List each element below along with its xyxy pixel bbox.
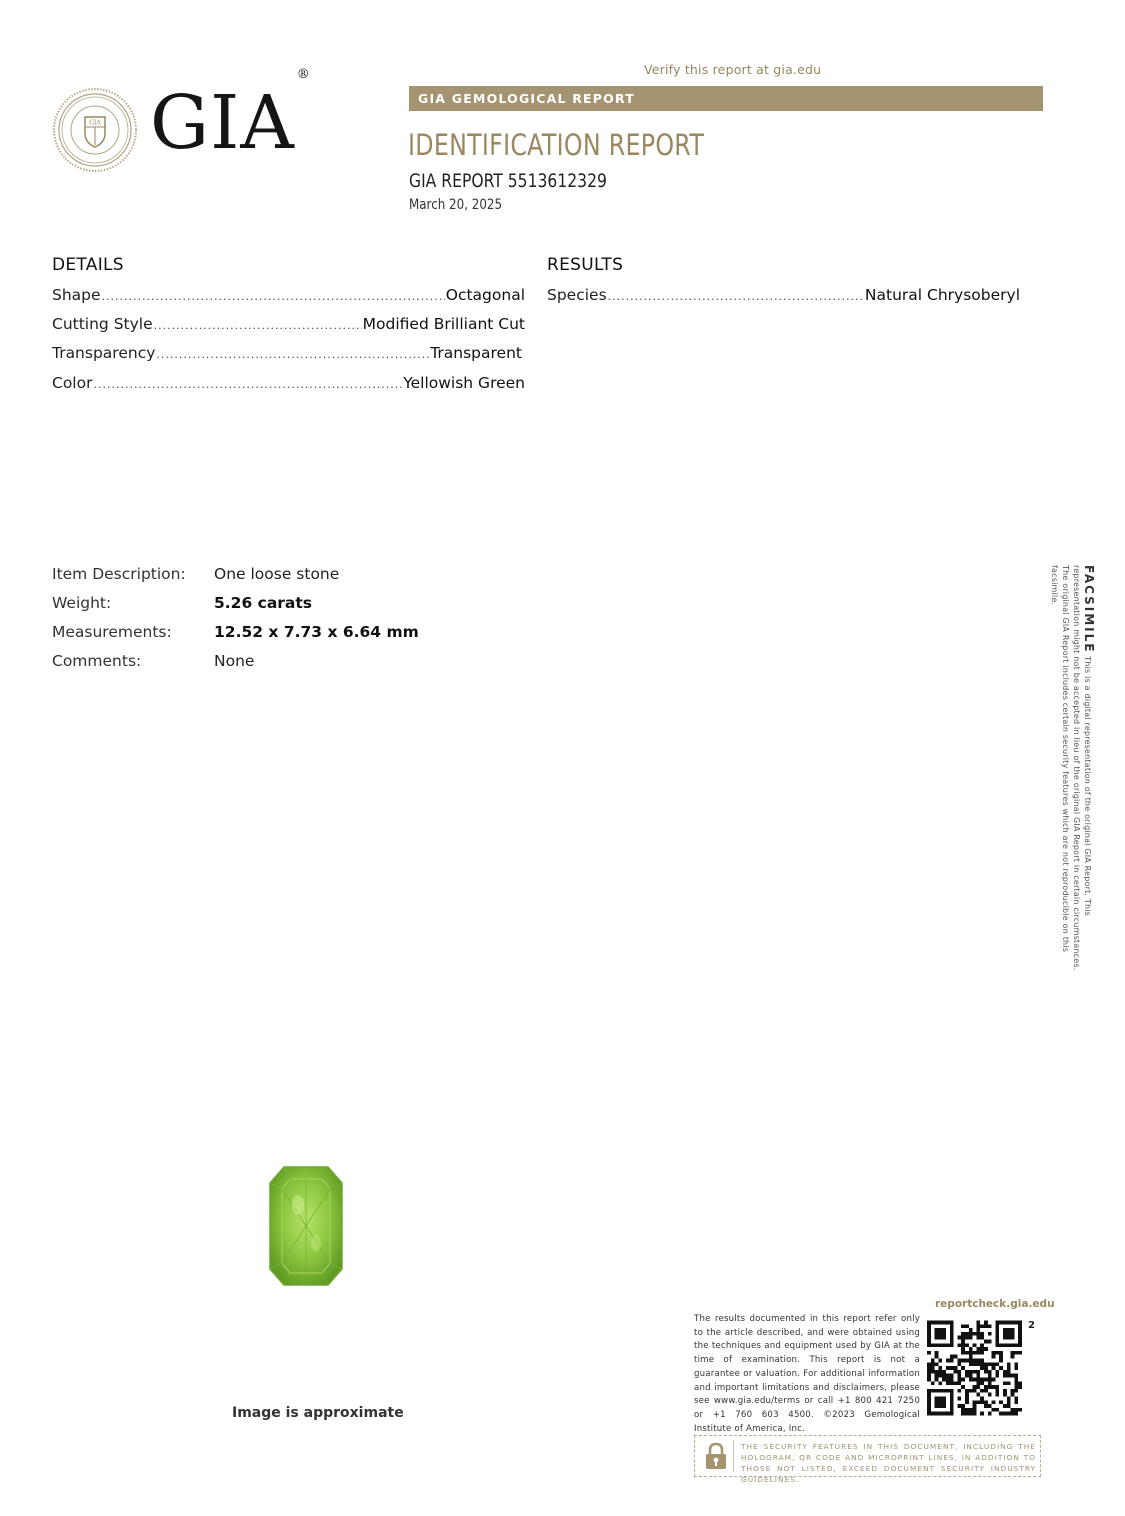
gia-seal-logo	[52, 87, 138, 173]
disclaimer-text: The results documented in this report refer only to the article described, and were obtained using the techniques and equipment used by GIA at the time of examination. This report is not a guarantee or valuation. For additional information and important limitations and disclaimers, please see www.gia.edu/terms or call +1 800 421 7250 or +1 760 603 4500. ©2023 Gemological Institute of America, Inc.	[694, 1314, 920, 1434]
qr-code[interactable]	[927, 1318, 1022, 1418]
security-notice	[694, 1435, 1041, 1484]
report-type-label: GIA GEMOLOGICAL REPORT	[418, 91, 635, 106]
document-title: IDENTIFICATION REPORT	[408, 128, 705, 162]
details-row-color	[52, 374, 525, 392]
row-value: Natural Chrysoberyl	[864, 286, 1020, 304]
row-label: Species	[547, 286, 607, 304]
security-divider	[733, 1440, 734, 1472]
row-label: Color	[52, 374, 93, 392]
facsimile-heading: FACSIMILE	[1082, 565, 1096, 654]
details-row-transparency	[52, 344, 522, 362]
details-heading: DETAILS	[52, 255, 124, 275]
verify-link[interactable]: Verify this report at gia.edu	[644, 62, 822, 77]
reportcheck-link[interactable]: reportcheck.gia.edu	[935, 1298, 1055, 1310]
page-number: 2	[1028, 1320, 1035, 1331]
row-value: Yellowish Green	[403, 374, 525, 392]
results-row-species	[547, 286, 1020, 304]
row-label: Shape	[52, 286, 101, 304]
report-number: GIA REPORT 5513612329	[409, 170, 607, 192]
gia-wordmark: GIA®	[150, 67, 311, 166]
row-value: Transparent	[430, 344, 522, 362]
measurements-value: 12.52 x 7.73 x 6.64 mm	[214, 623, 419, 641]
row-label: Cutting Style	[52, 315, 153, 333]
facsimile-text: This is a digital representation of the original GIA Report. This representation might not be accepted in lieu of the original GIA Report in certain circumstances. The original GIA Report includes certain security features which are not reproducible on this facsimile.	[1050, 565, 1092, 971]
report-date: March 20, 2025	[409, 197, 503, 213]
gemstone-image	[268, 1165, 344, 1287]
row-label: Transparency	[52, 344, 156, 362]
report-type-bar	[409, 86, 1043, 111]
details-row-cutting-style	[52, 315, 525, 333]
lock-icon	[703, 1442, 729, 1470]
item-description-value: One loose stone	[214, 565, 340, 583]
svg-text:GIA: GIA	[89, 119, 101, 127]
weight-value: 5.26 carats	[214, 594, 313, 612]
details-row-shape	[52, 286, 525, 304]
weight-label: Weight:	[52, 594, 112, 612]
item-description-label: Item Description:	[52, 565, 186, 583]
image-caption: Image is approximate	[232, 1405, 404, 1421]
comments-value: None	[214, 652, 255, 670]
row-value: Octagonal	[445, 286, 525, 304]
measurements-label: Measurements:	[52, 623, 172, 641]
row-value: Modified Brilliant Cut	[362, 315, 525, 333]
security-text: THE SECURITY FEATURES IN THIS DOCUMENT, INCLUDING THE HOLOGRAM, QR CODE AND MICROPRINT LINES, IN ADDITION TO THOSE NOT LISTED, EXCEED DOCUMENT SECURITY INDUSTRY GUIDELINES.	[741, 1442, 1036, 1484]
comments-label: Comments:	[52, 652, 142, 670]
results-heading: RESULTS	[547, 255, 624, 275]
facsimile-notice	[1052, 565, 1094, 975]
